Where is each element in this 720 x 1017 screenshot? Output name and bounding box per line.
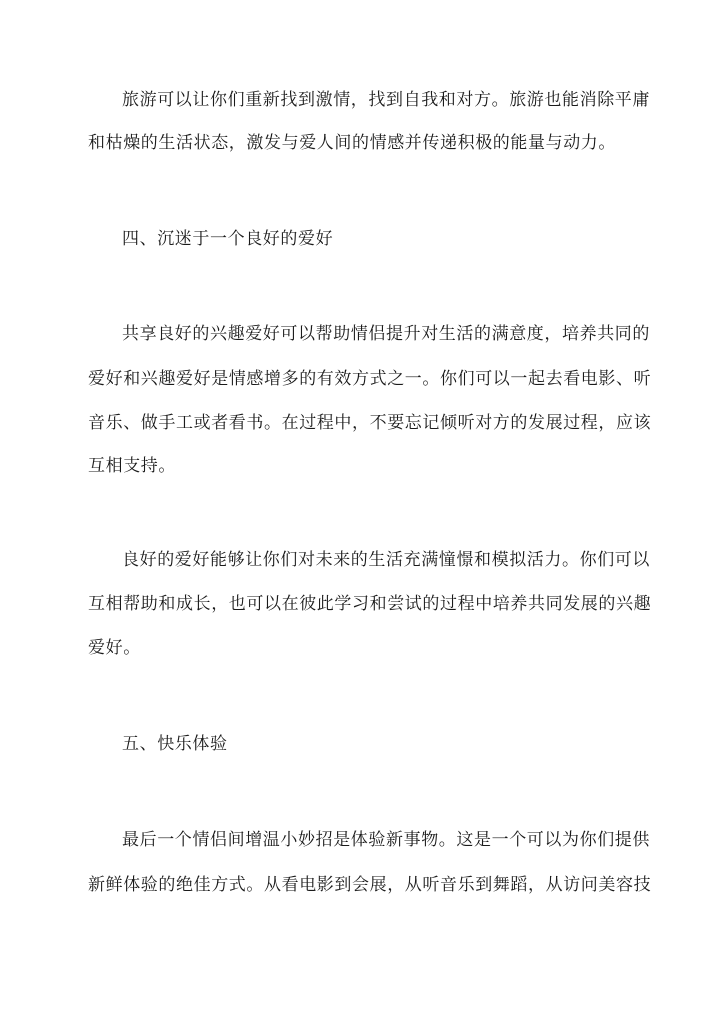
paragraph-line: 最后一个情侣间增温小妙招是体验新事物。这是一个可以为你们提供 [122, 830, 650, 850]
paragraph-line: 旅游可以让你们重新找到激情，找到自我和对方。旅游也能消除平庸 [122, 90, 650, 110]
section-heading: 四、沉迷于一个良好的爱好 [122, 229, 334, 249]
paragraph-line: 爱好和兴趣爱好是情感增多的有效方式之一。你们可以一起去看电影、听 [88, 369, 652, 389]
paragraph-line: 互相支持。 [88, 456, 176, 476]
paragraph-line: 互相帮助和成长，也可以在彼此学习和尝试的过程中培养共同发展的兴趣 [88, 594, 652, 614]
paragraph-line: 爱好。 [88, 638, 141, 658]
paragraph-line: 良好的爱好能够让你们对未来的生活充满憧憬和模拟活力。你们可以 [122, 550, 650, 570]
section-heading: 五、快乐体验 [122, 734, 228, 754]
paragraph-line: 共享良好的兴趣爱好可以帮助情侣提升对生活的满意度，培养共同的 [122, 324, 650, 344]
paragraph-line: 音乐、做手工或者看书。在过程中，不要忘记倾听对方的发展过程，应该 [88, 413, 652, 433]
paragraph-line: 和枯燥的生活状态，激发与爱人间的情感并传递积极的能量与动力。 [88, 133, 616, 153]
paragraph-line: 新鲜体验的绝佳方式。从看电影到会展，从听音乐到舞蹈，从访问美容技 [88, 875, 652, 895]
